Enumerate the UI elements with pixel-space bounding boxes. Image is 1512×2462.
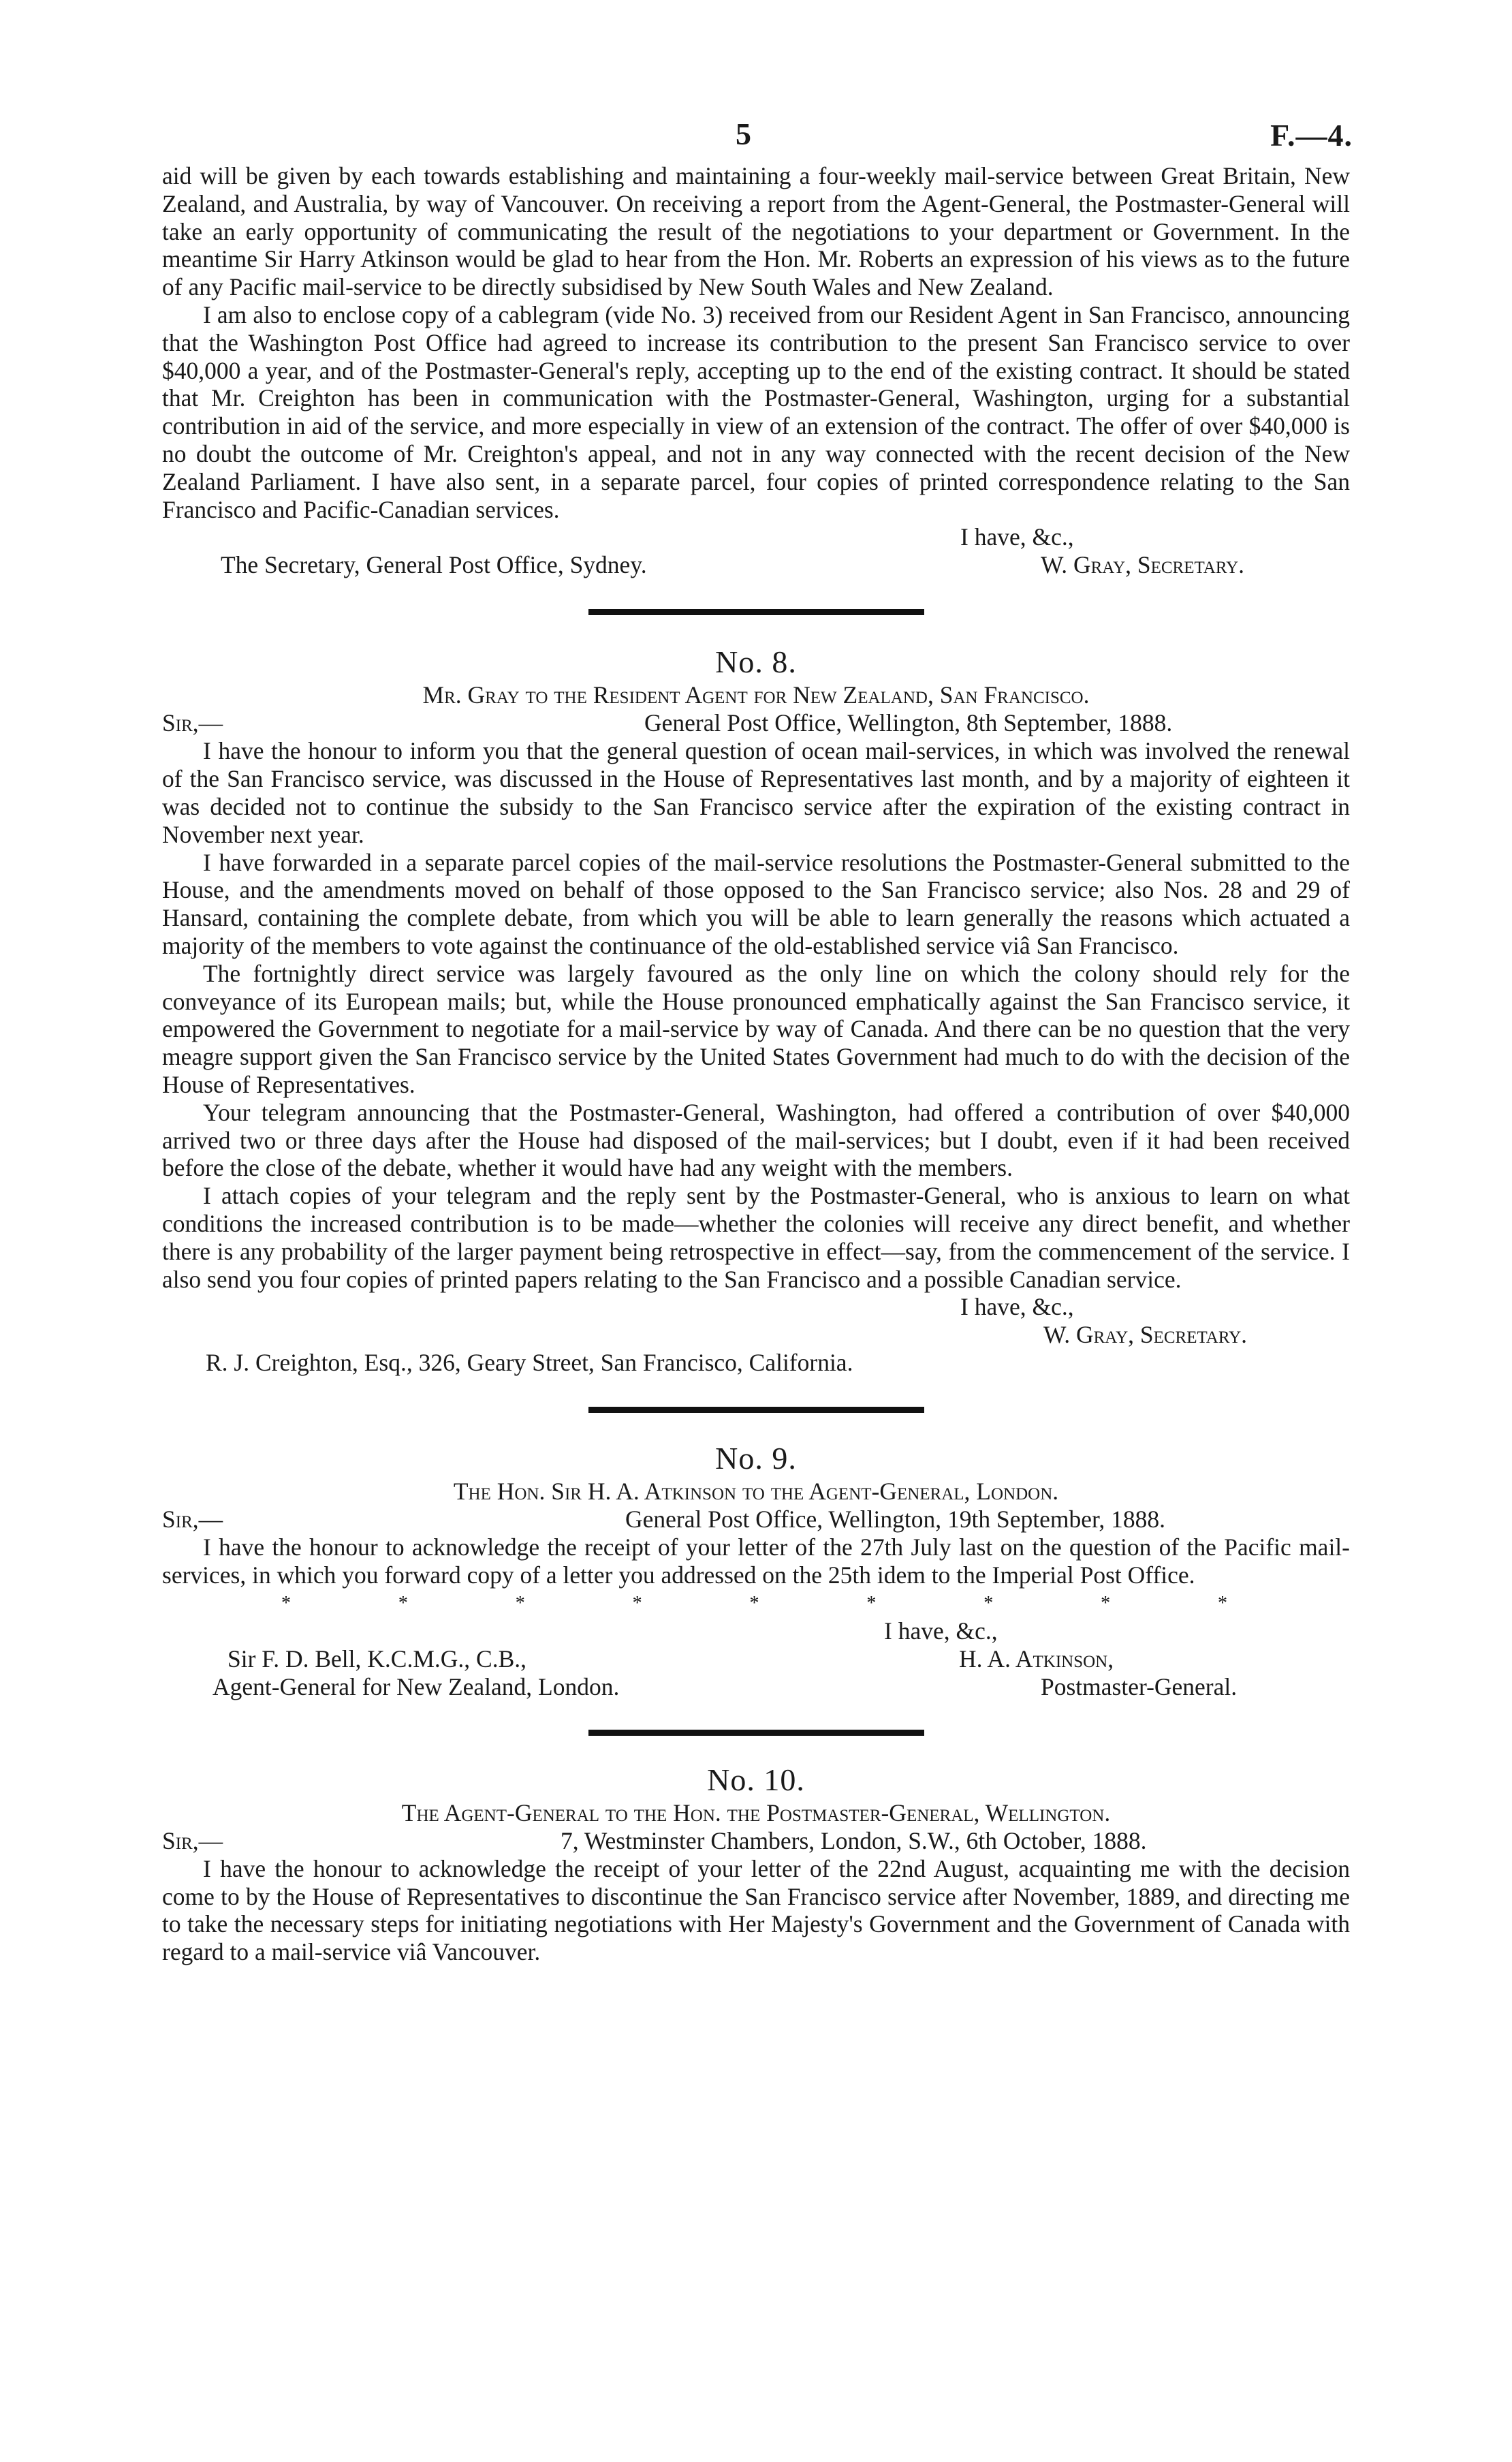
signature-title: Postmaster-General.: [1041, 1672, 1238, 1700]
signature-name: H. A. Atkinson,: [959, 1645, 1114, 1672]
body-paragraph: I have the honour to acknowledge the receipt of your letter of the 22nd August, acquainting me with the decision come to by the House of Representatives to discontinue the San Francisco service after November, 1889, and directing me to take the necessary steps for initiating negotiations with Her Majesty's Government and the Government of Canada with regard to a mail-service viâ Vancouver.: [162, 1854, 1350, 1966]
section-divider: [588, 1730, 924, 1736]
letter-number: No. 10.: [707, 1762, 805, 1797]
body-paragraph: I have the honour to inform you that the general question of ocean mail-services, in which was involved the renewal of the San Francisco service, was discussed in the House of Representatives last month, and by a majority of eighteen it was decided not to continue the subsidy to the San Francisco service after the expiration of the existing contract in November next year.: [162, 737, 1350, 848]
letter-heading: The Hon. Sir H. A. Atkinson to the Agent-General, London.: [453, 1478, 1059, 1506]
page-number: 5: [736, 116, 751, 151]
dateline: 7, Westminster Chambers, London, S.W., 6th October, 1888.: [561, 1826, 1147, 1854]
letter-heading: Mr. Gray to the Resident Agent for New Zealand, San Francisco.: [422, 681, 1090, 709]
letter-number: No. 8.: [715, 644, 797, 680]
letter-7-continuation: [162, 162, 1350, 579]
salutation-row: [162, 709, 1350, 737]
body-paragraph: aid will be given by each towards establishing and maintaining a four-weekly mail-service between Great Britain, New Zealand, and Australia, by way of Vancouver. On receiving a report from the Agent-General, the Postmaster-General will take an early opportunity of communicating the result of the negotiations to your department or Government. In the meantime Sir Harry Atkinson would be glad to hear from the Hon. Mr. Roberts an expression of his views as to the future of any Pacific mail-service to be directly subsidised by New South Wales and New Zealand.: [162, 162, 1350, 301]
star: *: [1218, 1592, 1227, 1614]
signature: W. Gray, Secretary.: [1043, 1321, 1248, 1349]
section-divider: [588, 1407, 924, 1413]
addressee-row: [162, 1349, 1350, 1377]
body-paragraph: I have forwarded in a separate parcel copies of the mail-service resolutions the Postmaster-General submitted to the House, and the amendments moved on behalf of those opposed to the San Francisco service; also Nos. 28 and 29 of Hansard, containing the complete debate, from which you will be able to learn generally the reasons which actuated a majority of the members to vote against the continuance of the old-established service viâ San Francisco.: [162, 848, 1350, 959]
salutation: Sir,—: [162, 1826, 223, 1854]
omission-marks: [162, 1589, 1350, 1617]
letter-heading: The Agent-General to the Hon. the Postmaster-General, Wellington.: [401, 1798, 1111, 1826]
signature-row: [162, 1673, 1350, 1701]
addressee: The Secretary, General Post Office, Sydney.: [221, 551, 647, 579]
star: *: [749, 1592, 759, 1614]
section-divider: [588, 609, 924, 615]
letter-9: [162, 1440, 1350, 1701]
star: *: [866, 1592, 877, 1614]
closing: I have, &c.,: [960, 1293, 1074, 1321]
salutation-row: [162, 1827, 1350, 1855]
salutation-row: [162, 1506, 1350, 1533]
signature-row: [162, 551, 1350, 579]
letter-8: [162, 644, 1350, 1377]
page-header: [162, 0, 1353, 162]
document-reference: F.—4.: [1270, 118, 1353, 153]
star: *: [1101, 1592, 1111, 1614]
letter-number: No. 9.: [715, 1441, 797, 1476]
closing-row: [162, 1617, 1350, 1645]
document-page: [162, 0, 1353, 1966]
body-paragraph: I am also to enclose copy of a cablegram (vide No. 3) received from our Resident Agent in San Francisco, announcing that the Washington Post Office had agreed to increase its contribution to the present San Francisco service to over $40,000 a year, and of the Postmaster-General's reply, accepting up to the end of the existing contract. It should be stated that Mr. Creighton has been in communication with the Postmaster-General, Washington, urging for a substantial contribution in aid of the service, and more especially in view of an extension of the contract. The offer of over $40,000 is no doubt the outcome of Mr. Creighton's appeal, and not in any way connected with the recent decision of the New Zealand Parliament. I have also sent, in a separate parcel, four copies of printed correspondence relating to the San Francisco and Pacific-Canadian services.: [162, 300, 1350, 523]
body-paragraph: The fortnightly direct service was largely favoured as the only line on which the colony should rely for the conveyance of its European mails; but, while the House pronounced emphatically against the San Francisco service, it empowered the Government to negotiate for a mail-service by way of Canada. And there can be no question that the very meagre support given the San Francisco service by the United States Government had much to do with the decision of the House of Representatives.: [162, 959, 1350, 1098]
body-paragraph: Your telegram announcing that the Postmaster-General, Washington, had offered a contribution of over $40,000 arrived two or three days after the House had disposed of the mail-services; but I doubt, even if it had been received before the close of the debate, whether it would have had any weight with the members.: [162, 1098, 1350, 1182]
dateline: General Post Office, Wellington, 19th September, 1888.: [625, 1506, 1166, 1533]
closing-row: [162, 1293, 1350, 1321]
salutation: Sir,—: [162, 1506, 223, 1533]
star: *: [632, 1592, 642, 1614]
body-paragraph: I attach copies of your telegram and the reply sent by the Postmaster-General, who is anxious to learn on what conditions the increased contribution is to be made—whether the colonies will receive any direct benefit, and whether there is any probability of the larger payment being retrospective in effect—say, from the commencement of the service. I also send you four copies of printed papers relating to the San Francisco and a possible Canadian service.: [162, 1182, 1350, 1293]
salutation: Sir,—: [162, 709, 223, 737]
closing: I have, &c.,: [960, 523, 1074, 551]
star: *: [281, 1592, 291, 1614]
signature-row: [162, 1321, 1350, 1349]
letter-10: [162, 1762, 1350, 1966]
star: *: [983, 1592, 994, 1614]
closing-row: [162, 523, 1350, 551]
dateline: General Post Office, Wellington, 8th September, 1888.: [644, 709, 1173, 737]
addressee: R. J. Creighton, Esq., 326, Geary Street, San Francisco, California.: [206, 1349, 853, 1377]
star: *: [398, 1592, 408, 1614]
closing: I have, &c.,: [884, 1617, 998, 1645]
star: *: [515, 1592, 525, 1614]
addressee-line-2: Agent-General for New Zealand, London.: [212, 1672, 620, 1700]
signature: W. Gray, Secretary.: [1041, 551, 1245, 579]
addressee: Sir F. D. Bell, K.C.M.G., C.B.,: [227, 1645, 527, 1672]
signature-row: [162, 1645, 1350, 1673]
body-paragraph: I have the honour to acknowledge the receipt of your letter of the 27th July last on the question of the Pacific mail-services, in which you forward copy of a letter you addressed on the 25th idem to the Imperial Post Office.: [162, 1533, 1350, 1589]
